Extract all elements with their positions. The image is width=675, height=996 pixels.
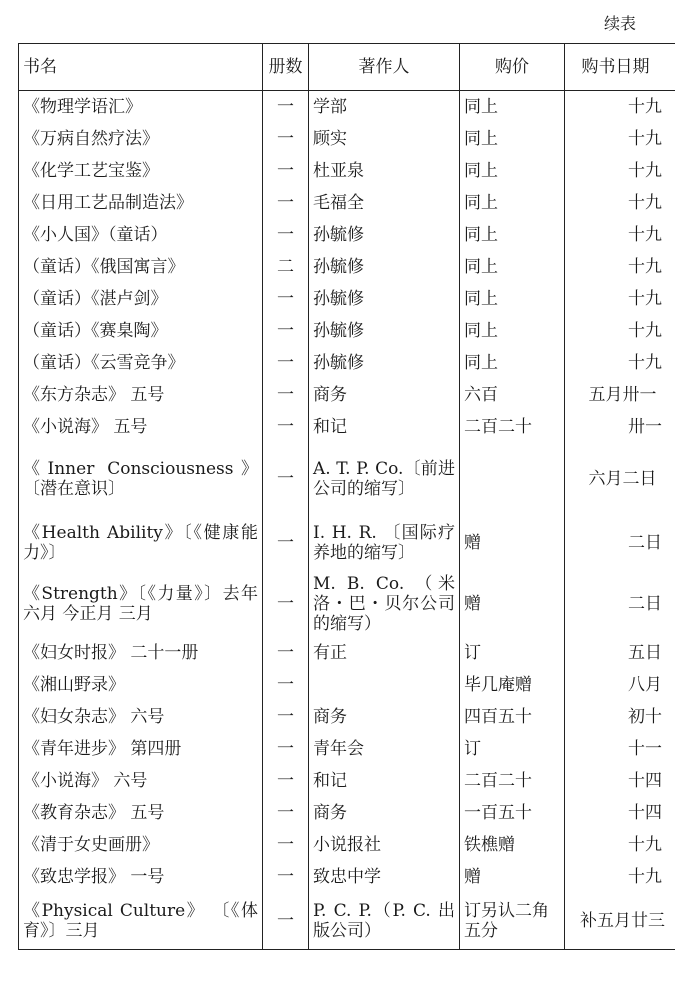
book-count-cell: 一 <box>263 443 309 515</box>
table-row <box>19 123 675 155</box>
book-count-cell: 一 <box>263 701 309 733</box>
book-date-cell: 十九 <box>565 829 675 861</box>
book-title-cell: 《东方杂志》 五号 <box>19 379 263 411</box>
book-date-cell: 十九 <box>565 861 675 893</box>
table-row <box>19 765 675 797</box>
book-date-cell: 十一 <box>565 733 675 765</box>
book-price-cell: 毕几庵赠 <box>460 669 565 701</box>
book-count-cell: 一 <box>263 347 309 379</box>
book-title-cell: 《日用工艺品制造法》 <box>19 187 263 219</box>
book-date-cell: 五月卅一 <box>565 379 675 411</box>
book-count-cell: 一 <box>263 515 309 571</box>
book-title-cell: 《致忠学报》 一号 <box>19 861 263 893</box>
header-count: 册数 <box>263 44 309 91</box>
book-date-cell: 十九 <box>565 315 675 347</box>
book-title-cell: 《湘山野录》 <box>19 669 263 701</box>
book-price-cell: 同上 <box>460 187 565 219</box>
book-price-cell: 二百二十 <box>460 765 565 797</box>
book-price-cell: 六百 <box>460 379 565 411</box>
book-title-cell: 《教育杂志》 五号 <box>19 797 263 829</box>
book-purchase-table <box>18 43 675 950</box>
book-count-cell: 一 <box>263 733 309 765</box>
book-date-cell: 卅一 <box>565 411 675 443</box>
book-author-cell: 杜亚泉 <box>309 155 460 187</box>
book-count-cell: 一 <box>263 315 309 347</box>
book-price-cell <box>460 443 565 515</box>
book-date-cell: 八月 <box>565 669 675 701</box>
book-price-cell: 赠 <box>460 571 565 637</box>
book-title-cell: 《万病自然疗法》 <box>19 123 263 155</box>
book-author-cell: 孙毓修 <box>309 219 460 251</box>
book-count-cell: 一 <box>263 283 309 315</box>
table-row <box>19 637 675 669</box>
book-count-cell: 一 <box>263 187 309 219</box>
header-author: 著作人 <box>309 44 460 91</box>
book-title-cell: 《妇女时报》 二十一册 <box>19 637 263 669</box>
book-title-cell: 《青年进步》 第四册 <box>19 733 263 765</box>
book-date-cell: 十九 <box>565 283 675 315</box>
book-title-cell: 《Inner Consciousness》〔潜在意识〕 <box>19 443 263 515</box>
book-date-cell: 十九 <box>565 91 675 124</box>
book-count-cell: 一 <box>263 797 309 829</box>
book-author-cell: 孙毓修 <box>309 283 460 315</box>
book-count-cell: 一 <box>263 123 309 155</box>
table-caption: 续表 <box>603 14 636 33</box>
book-author-cell: 致忠中学 <box>309 861 460 893</box>
book-author-cell: P. C. P.（P. C. 出版公司） <box>309 893 460 950</box>
book-count-cell: 一 <box>263 893 309 950</box>
table-row <box>19 829 675 861</box>
table-row <box>19 571 675 637</box>
book-author-cell: 顾实 <box>309 123 460 155</box>
table-row <box>19 91 675 124</box>
book-date-cell: 十九 <box>565 123 675 155</box>
book-count-cell: 一 <box>263 669 309 701</box>
table-row <box>19 515 675 571</box>
book-author-cell: 孙毓修 <box>309 347 460 379</box>
table-row <box>19 347 675 379</box>
book-date-cell: 十九 <box>565 251 675 283</box>
book-count-cell: 一 <box>263 571 309 637</box>
table-header-row <box>19 44 675 91</box>
book-price-cell: 同上 <box>460 219 565 251</box>
book-author-cell: 孙毓修 <box>309 251 460 283</box>
table-row <box>19 315 675 347</box>
table-row <box>19 219 675 251</box>
book-title-cell: 《小说海》 六号 <box>19 765 263 797</box>
book-author-cell: 和记 <box>309 765 460 797</box>
book-author-cell: A. T. P. Co.〔前进公司的缩写〕 <box>309 443 460 515</box>
book-title-cell: 《Physical Culture》 〔《体育》〕三月 <box>19 893 263 950</box>
book-price-cell: 订 <box>460 637 565 669</box>
book-count-cell: 二 <box>263 251 309 283</box>
table-row <box>19 155 675 187</box>
book-price-cell: 同上 <box>460 315 565 347</box>
book-date-cell: 十九 <box>565 155 675 187</box>
book-date-cell: 补五月廿三 <box>565 893 675 950</box>
book-title-cell: （童话）《湛卢剑》 <box>19 283 263 315</box>
book-date-cell: 十四 <box>565 797 675 829</box>
book-date-cell: 十四 <box>565 765 675 797</box>
book-price-cell: 订另认二角五分 <box>460 893 565 950</box>
book-title-cell: 《Health Ability》〔《健康能力》〕 <box>19 515 263 571</box>
book-date-cell: 十九 <box>565 219 675 251</box>
table-row <box>19 701 675 733</box>
table-row <box>19 251 675 283</box>
table-row <box>19 669 675 701</box>
book-count-cell: 一 <box>263 637 309 669</box>
book-count-cell: 一 <box>263 765 309 797</box>
header-price: 购价 <box>460 44 565 91</box>
book-author-cell: 商务 <box>309 701 460 733</box>
book-price-cell: 赠 <box>460 861 565 893</box>
book-price-cell: 同上 <box>460 155 565 187</box>
book-count-cell: 一 <box>263 219 309 251</box>
book-price-cell: 二百二十 <box>460 411 565 443</box>
book-author-cell: 小说报社 <box>309 829 460 861</box>
table-row <box>19 861 675 893</box>
book-title-cell: 《妇女杂志》 六号 <box>19 701 263 733</box>
book-date-cell: 十九 <box>565 187 675 219</box>
book-title-cell: 《化学工艺宝鉴》 <box>19 155 263 187</box>
table-row <box>19 733 675 765</box>
book-title-cell: （童话）《赛臬陶》 <box>19 315 263 347</box>
book-price-cell: 四百五十 <box>460 701 565 733</box>
table-row <box>19 187 675 219</box>
header-date: 购书日期 <box>565 44 675 91</box>
book-author-cell: 学部 <box>309 91 460 124</box>
book-title-cell: （童话）《云雪竞争》 <box>19 347 263 379</box>
table-row <box>19 893 675 950</box>
table-row <box>19 443 675 515</box>
book-price-cell: 订 <box>460 733 565 765</box>
book-author-cell: 毛福全 <box>309 187 460 219</box>
book-date-cell: 二日 <box>565 571 675 637</box>
book-date-cell: 二日 <box>565 515 675 571</box>
table-row <box>19 283 675 315</box>
book-count-cell: 一 <box>263 155 309 187</box>
book-author-cell: 商务 <box>309 379 460 411</box>
book-price-cell: 赠 <box>460 515 565 571</box>
book-author-cell: 和记 <box>309 411 460 443</box>
book-price-cell: 同上 <box>460 347 565 379</box>
table-row <box>19 797 675 829</box>
table-row <box>19 379 675 411</box>
book-count-cell: 一 <box>263 861 309 893</box>
book-author-cell: 有正 <box>309 637 460 669</box>
book-title-cell: 《Strength》〔《力量》〕去年六月 今正月 三月 <box>19 571 263 637</box>
book-title-cell: 《清于女史画册》 <box>19 829 263 861</box>
book-price-cell: 同上 <box>460 123 565 155</box>
book-author-cell: 青年会 <box>309 733 460 765</box>
table-row <box>19 411 675 443</box>
book-title-cell: （童话）《俄国寓言》 <box>19 251 263 283</box>
book-title-cell: 《小说海》 五号 <box>19 411 263 443</box>
book-author-cell <box>309 669 460 701</box>
book-count-cell: 一 <box>263 411 309 443</box>
book-title-cell: 《物理学语汇》 <box>19 91 263 124</box>
book-author-cell: I. H. R. 〔国际疗养地的缩写〕 <box>309 515 460 571</box>
book-author-cell: M. B. Co. （米洛・巴・贝尔公司的缩写） <box>309 571 460 637</box>
book-count-cell: 一 <box>263 379 309 411</box>
book-author-cell: 孙毓修 <box>309 315 460 347</box>
book-price-cell: 铁樵赠 <box>460 829 565 861</box>
book-title-cell: 《小人国》（童话） <box>19 219 263 251</box>
book-author-cell: 商务 <box>309 797 460 829</box>
book-price-cell: 同上 <box>460 251 565 283</box>
book-count-cell: 一 <box>263 91 309 124</box>
book-date-cell: 十九 <box>565 347 675 379</box>
book-date-cell: 六月二日 <box>565 443 675 515</box>
book-price-cell: 同上 <box>460 91 565 124</box>
book-date-cell: 五日 <box>565 637 675 669</box>
book-price-cell: 一百五十 <box>460 797 565 829</box>
header-title: 书名 <box>19 44 263 91</box>
book-price-cell: 同上 <box>460 283 565 315</box>
book-count-cell: 一 <box>263 829 309 861</box>
book-date-cell: 初十 <box>565 701 675 733</box>
